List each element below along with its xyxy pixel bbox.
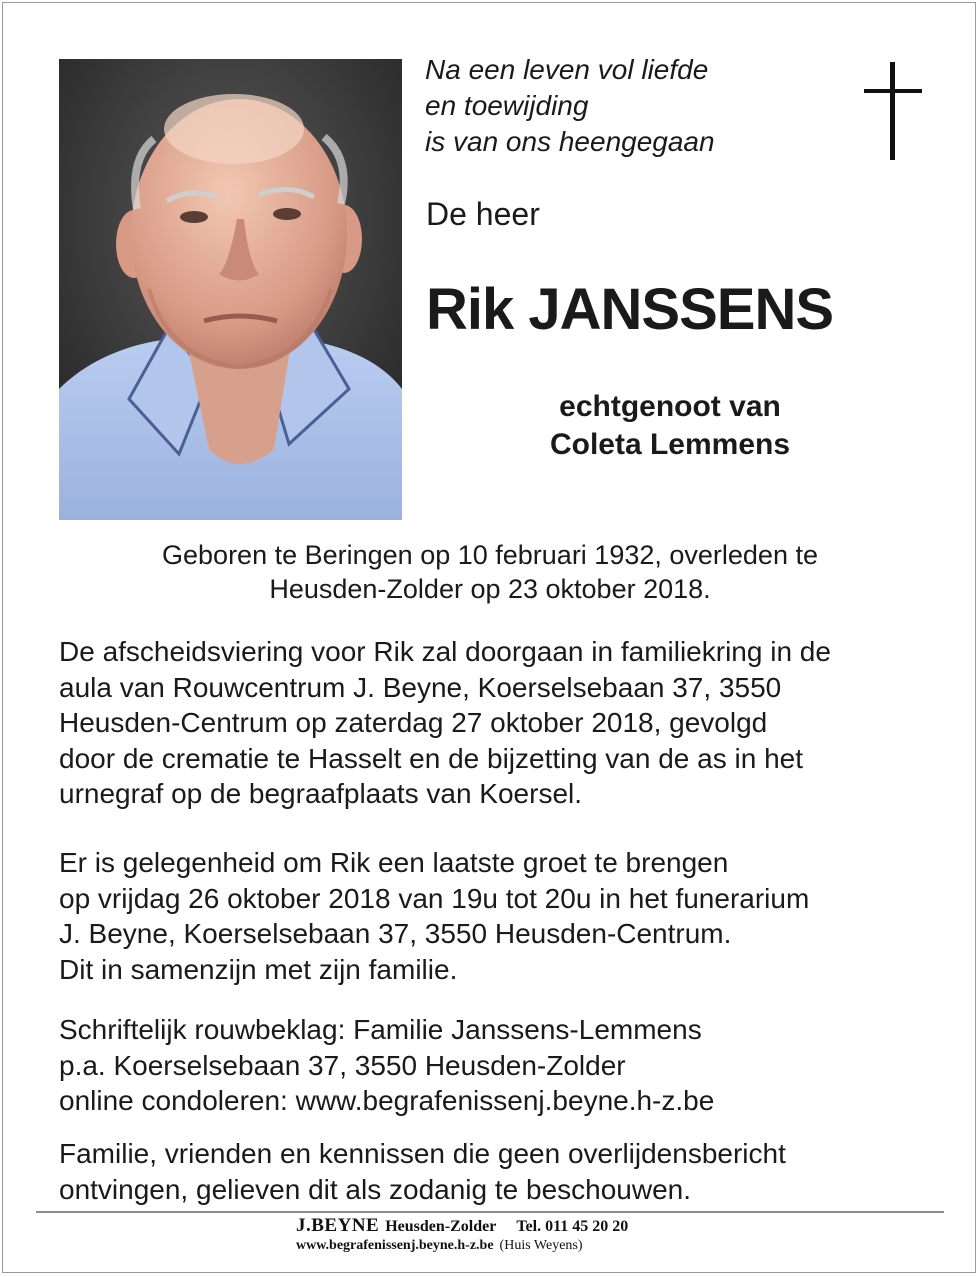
condolence-url: online condoleren: www.begrafenissenj.beyne.h-z.be (59, 1085, 715, 1116)
birth-death-info (40, 538, 940, 606)
text-line: J. Beyne, Koerselsebaan 37, 3550 Heusden-Centrum. (59, 918, 732, 949)
funeral-home-house: (Huis Weyens) (499, 1238, 583, 1253)
verse-line: Na een leven vol liefde (425, 54, 709, 85)
deceased-name: Rik JANSSENS (426, 277, 834, 342)
spouse-info (460, 388, 880, 464)
cross-icon (864, 62, 922, 160)
spouse-name: Coleta Lemmens (549, 428, 791, 461)
text-line: Dit in samenzijn met zijn familie. (59, 953, 458, 985)
ceremony-paragraph (59, 634, 959, 812)
honorific: De heer (426, 196, 540, 232)
notice-paragraph (59, 1136, 959, 1207)
text-line: p.a. Koerselsebaan 37, 3550 Heusden-Zolder (59, 1049, 626, 1081)
verse-line: is van ons heengegaan (425, 126, 715, 157)
text-line: urnegraf op de begraafplaats van Koersel. (59, 778, 583, 809)
text-line: Heusden-Centrum op zaterdag 27 oktober 2018, gevolgd (59, 707, 768, 738)
funeral-home-town: Heusden-Zolder (385, 1218, 497, 1235)
spouse-relation: echtgenoot van (559, 390, 781, 423)
text-line: Schriftelijk rouwbeklag: Familie Janssens-Lemmens (59, 1014, 702, 1045)
portrait-photo (59, 59, 402, 520)
funeral-home-phone: Tel. 011 45 20 20 (516, 1218, 629, 1235)
funeral-home-website: www.begrafenissenj.beyne.h-z.be (296, 1238, 494, 1253)
born-line: Heusden-Zolder op 23 oktober 2018. (269, 574, 711, 604)
text-line: aula van Rouwcentrum J. Beyne, Koerselsebaan 37, 3550 (59, 671, 782, 703)
text-line: op vrijdag 26 oktober 2018 van 19u tot 20u in het funerarium (59, 882, 810, 914)
text-line: Familie, vrienden en kennissen die geen overlijdensbericht (59, 1138, 786, 1169)
born-line: Geboren te Beringen op 10 februari 1932, overleden te (162, 540, 818, 570)
text-line: door de crematie te Hasselt en de bijzetting van de as in het (59, 742, 803, 774)
visitation-paragraph (59, 845, 959, 987)
text-line: ontvingen, gelieven dit als zodanig te beschouwen. (59, 1173, 691, 1205)
footer-divider (36, 1211, 944, 1213)
funeral-home-footer (296, 1216, 628, 1255)
text-line: Er is gelegenheid om Rik een laatste groet te brengen (59, 847, 729, 878)
memorial-verse (425, 52, 715, 160)
verse-line: en toewijding (425, 90, 589, 121)
funeral-home-brand: J.BEYNE (296, 1215, 380, 1236)
text-line: De afscheidsviering voor Rik zal doorgaan in familiekring in de (59, 636, 831, 667)
condolence-paragraph (59, 1012, 959, 1119)
